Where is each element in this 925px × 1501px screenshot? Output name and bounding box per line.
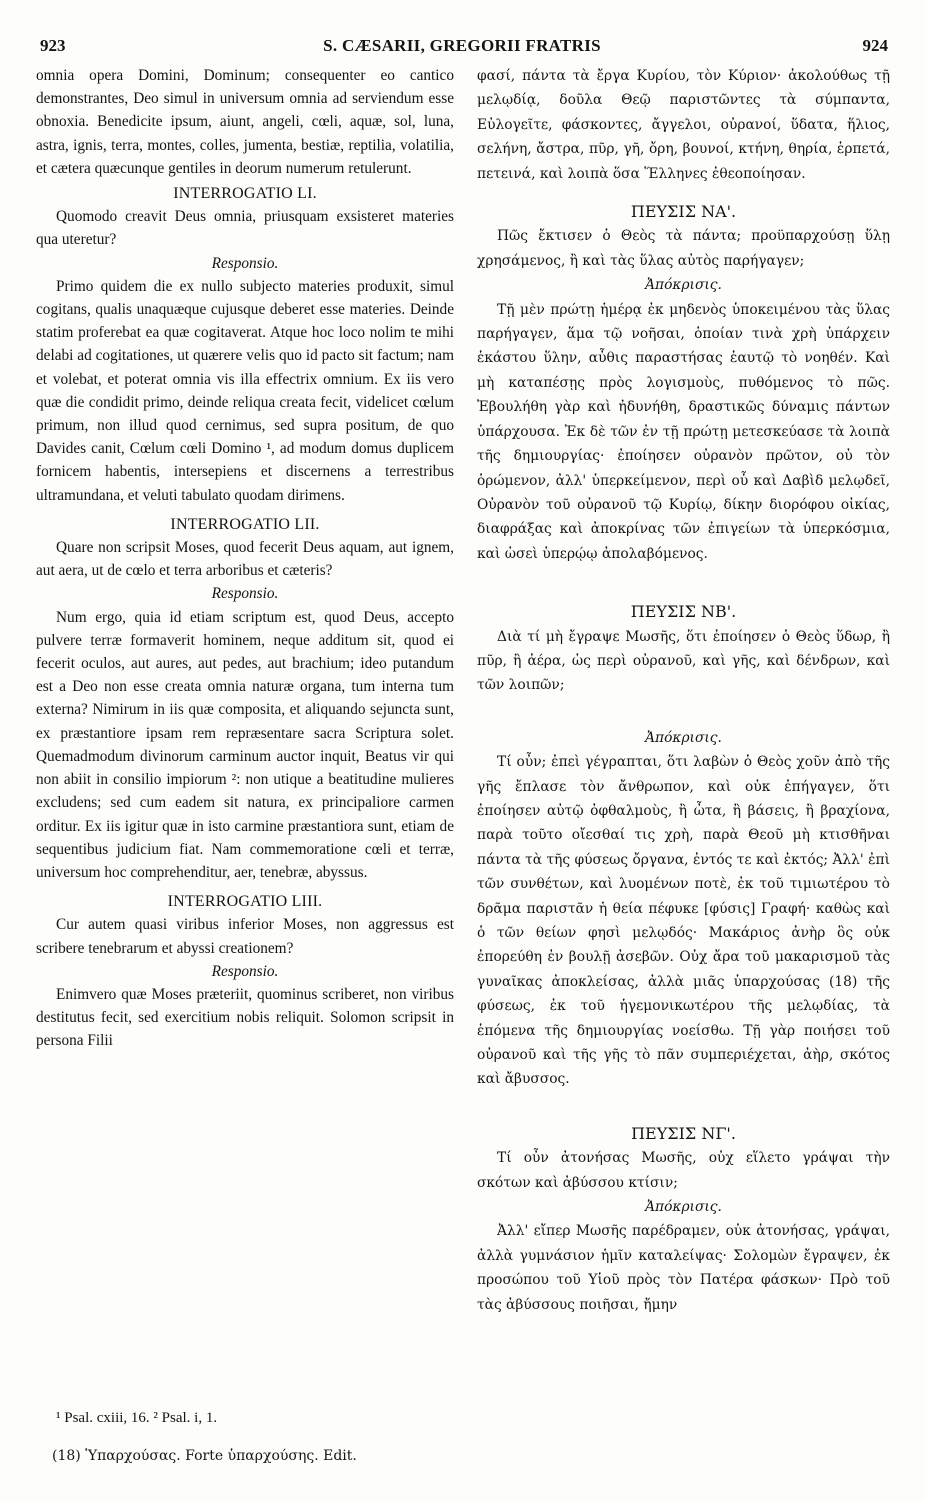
greek-heading-51: ΠΕΥΣΙΣ ΝΑ'. — [630, 202, 737, 222]
latin-answer-53: Enimvero quæ Moses præteriit, quominus scriberet, non viribus destitutus fecit, sed exercitium nobis reliquit. Solomon scripsit in persona Filii — [36, 985, 454, 1050]
editorial-note: (18) Ὑπαρχούσας. Forte ὑπαρχούσης. Edit. — [52, 1448, 357, 1464]
greek-responsio-53: Ἀπόκρισις. — [645, 1199, 722, 1216]
footnote-references: ¹ Psal. cxiii, 16. ² Psal. i, 1. — [56, 1410, 218, 1426]
greek-heading-53: ΠΕΥΣΙΣ ΝΓ'. — [631, 1123, 736, 1143]
latin-column — [36, 64, 454, 1053]
greek-column — [477, 64, 890, 1317]
greek-responsio-52: Ἀπόκρισις. — [645, 729, 722, 746]
greek-question-53: Τί οὖν ἀτονήσας Μωσῆς, οὐχ εἵλετο γράψαι τὴν σκότων καὶ ἀβύσσου κτίσιν; — [477, 1150, 890, 1191]
footnotes — [52, 1407, 892, 1467]
greek-question-51: Πῶς ἔκτισεν ὁ Θεὸς τὰ πάντα; προϋπαρχούσῃ ὕλῃ χρησάμενος, ἢ καὶ τὰς ὕλας αὐτὸς παρήγαγεν; — [477, 228, 890, 269]
page-number-right: 924 — [862, 36, 888, 55]
latin-heading-53: INTERROGATIO LIII. — [167, 893, 323, 911]
page-number-left: 923 — [40, 36, 66, 55]
latin-responsio-51: Responsio. — [211, 254, 279, 272]
greek-heading-52: ΠΕΥΣΙΣ ΝΒ'. — [630, 602, 737, 622]
latin-responsio-53: Responsio. — [211, 962, 279, 980]
greek-answer-52: Τί οὖν; ἐπεὶ γέγραπται, ὅτι λαβὼν ὁ Θεὸς χοῦν ἀπὸ τῆς γῆς ἔπλασε τὸν ἄνθρωπον, καὶ οὐκ ἐπήγαγεν, ὅτι ἐποίησεν αὐτῷ ὀφθαλμοὺς, ἢ ὦτα, ἢ βάσεις, ἢ βραχίονα, παρὰ τοῦτο οἴεσθαί τις χρὴ, παρὰ Θεοῦ μὴ κτισθῆναι πάντα τὰ τῆς φύσεως ὄργανα, ἐντός τε καὶ ἐκτός; Ἀλλ' ἐπὶ τῶν συνθέτων, καὶ λυομένων ποτὲ, ἐκ τοῦ τιμιωτέρου τὸ δρᾶμα παριστᾶν ἡ θεία πέφυκε [φύσις] Γραφή· καθὼς καὶ ὁ τῶν θείων φησὶ μελῳδός· Μακάριος ἀνὴρ ὃς οὐκ ἐπορεύθη ἐν βουλῇ ἀσεβῶν. Οὐχ ἄρα τοῦ μακαρισμοῦ τὰς γυναῖκας ἀποκλείσας, ἀλλὰ μιᾶς ὑπαρχούσας (18) τῆς φύσεως, ἐκ τοῦ ἡγεμονικωτέρου τῆς μελῳδίας, τὰ ἑπόμενα τῆς δημιουργίας νοείσθω. Τῇ γὰρ ποιήσει τοῦ οὐρανοῦ καὶ τῆς γῆς τὸ πᾶν συμπεριέχεται, ἀὴρ, σκότος καὶ ἄβυσσος. — [477, 754, 890, 1088]
latin-question-52: Quare non scripsit Moses, quod fecerit Deus aquam, aut ignem, aut aera, ut de cœlo et terra arboribus et cæteris? — [36, 539, 454, 580]
greek-intro: φασί, πάντα τὰ ἔργα Κυρίου, τὸν Κύριον· ἀκολούθως τῇ μελῳδίᾳ, δοῦλα Θεῷ παριστῶντες τὰ σύμπαντα, Εὐλογεῖτε, φάσκοντες, ἄγγελοι, οὐρανοί, ὕδατα, ἥλιος, σελήνη, ἄστρα, πῦρ, γῆ, ὄρη, βουνοί, κτήνη, θηρία, ἑρπετά, πετεινά, καὶ λοιπὰ ὅσα Ἕλληνες ἐθεοποίησαν. — [477, 68, 890, 182]
greek-responsio-51: Ἀπόκρισις. — [645, 277, 722, 294]
latin-heading-52: INTERROGATIO LII. — [170, 515, 320, 533]
latin-question-51: Quomodo creavit Deus omnia, priusquam exsisteret materies qua uteretur? — [36, 208, 454, 249]
latin-question-53: Cur autem quasi viribus inferior Moses, non aggressus est scribere tenebrarum et abyssi creationem? — [36, 916, 454, 957]
latin-intro: omnia opera Domini, Dominum; consequenter eo cantico demonstrantes, Deo simul in universum omnia ad serviendum esse obnoxia. Benedicite ipsum, aiunt, angeli, cœli, aquæ, sol, luna, astra, ignis, terra, montes, colles, jumenta, bestiæ, reptilia, volatilia, et cætera quæcunque gentiles in deorum numerum retulerunt. — [36, 67, 454, 177]
greek-answer-51: Τῇ μὲν πρώτῃ ἡμέρᾳ ἐκ μηδενὸς ὑποκειμένου τὰς ὕλας παρήγαγεν, ἅμα τῷ νοῆσαι, ὁποίαν τινὰ χρὴ ὑπάρχειν ἑκάστου ὕλην, αὖθις παραστήσας ἑαυτῷ τὸ νοηθέν. Καὶ μὴ καταπέσῃς πρὸς λογισμοὺς, πυθόμενος τὸ πῶς. Ἐβουλήθη γὰρ καὶ ἠδυνήθη, δραστικῶς δύναμις πάντων ὑπάρχουσα. Ἐκ δὲ τῶν ἐν τῇ πρώτῃ μετεσκεύασε τὰ λοιπὰ τῆς δημιουργίας· ἐποίησεν οὐρανὸν πρῶτον, οὐ τὸν ὁρώμενον, ἀλλ' ὑπερκείμενον, περὶ οὗ καὶ Δαβὶδ μελῳδεῖ, Οὐρανὸν τοῦ οὐρανοῦ τῷ Κυρίῳ, δίκην διορόφου οἰκίας, διαφράξας καὶ ἀποκρίνας τῶν ἐπιγείων τὰ ὑπερκόσμια, καὶ ὡσεὶ ὑπερῴῳ ἀπολαβόμενος. — [477, 301, 890, 562]
latin-answer-52: Num ergo, quia id etiam scriptum est, quod Deus, accepto pulvere terræ formaverit hominem, neque additum sit, quod ei fecerit oculos, aut aures, aut pedes, aut brachium; ideo putandum est a Deo non esse creata omnia naturæ organa, tum interna tum externa? Nimirum in iis quæ composita, et aliquando sejuncta sunt, ex præstantiore ipsam rem repræsentare sacra Scriptura solet. Quemadmodum divinorum carminum auctor inquit, Beatus vir qui non abiit in consilio impiorum ²: non utique a beatitudine mulieres excludens; sed cum eadem sit natura, ex principaliore carmen orditur. Ex iis igitur quæ in isto carmine præstantiora sunt, etiam de sequentibus judicium fiat. Nam commemoratione cœli et terræ, universum hoc comprehenditur, aer, tenebræ, abyssus. — [36, 608, 454, 881]
running-head: S. CÆSARII, GREGORII FRATRIS — [323, 36, 601, 55]
latin-answer-51: Primo quidem die ex nullo subjecto materies produxit, simul cogitans, qualis unaquæque cujusque deberet esse materies. Deinde statim proferebat ea quæ cogitaverat. Atque hoc loco nolim te mihi delabi ad cogitationes, ut quærere velis quo id pacto sit factum; nam et volebat, et poterat omnia vis illa effectrix omnium. Ex iis vero quæ die condidit primo, deinde reliqua creata fecit, videlicet cœlum primum, non illud quod cernimus, sed supra positum, de quo Davides canit, Cœlum cœli Domino ¹, ad modum domus duplicem fornicem habentis, intersepiens et discernens a terrestribus ultramundana, et veluti tabulato quodam dirimens. — [36, 277, 454, 504]
running-header — [36, 36, 888, 58]
latin-heading-51: INTERROGATIO LI. — [173, 185, 317, 203]
greek-answer-53: Ἀλλ' εἴπερ Μωσῆς παρέδραμεν, οὐκ ἀτονήσας, γράψαι, ἀλλὰ γυμνάσιον ἡμῖν καταλείψας· Σολομὼν ἔγραψεν, ἐκ προσώπου τοῦ Υἱοῦ πρὸς τὸν Πατέρα φάσκων· Πρὸ τοῦ τὰς ἀβύσσους ποιῆσαι, ἤμην — [477, 1223, 890, 1313]
greek-question-52: Διὰ τί μὴ ἔγραψε Μωσῆς, ὅτι ἐποίησεν ὁ Θεὸς ὕδωρ, ἢ πῦρ, ἢ ἀέρα, ὡς περὶ οὐρανοῦ, καὶ γῆς, καὶ δένδρων, καὶ τῶν λοιπῶν; — [477, 628, 890, 694]
latin-responsio-52: Responsio. — [211, 585, 279, 603]
